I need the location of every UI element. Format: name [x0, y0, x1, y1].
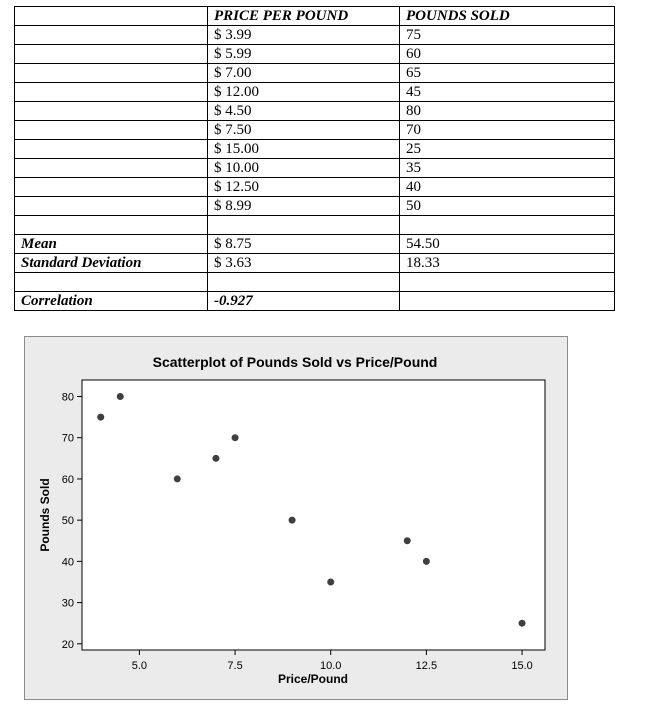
sd-row — [15, 254, 615, 273]
pounds-cell: 45 — [400, 83, 615, 102]
mean-label: Mean — [15, 235, 208, 254]
mean-pounds: 54.50 — [400, 235, 615, 254]
table-row — [15, 121, 615, 140]
x-axis-ticks — [132, 650, 533, 672]
price-cell: $ 15.00 — [208, 140, 400, 159]
plot-area — [82, 380, 545, 650]
scatter-point — [327, 578, 334, 585]
sd-price: $ 3.63 — [208, 254, 400, 273]
price-cell: $ 5.99 — [208, 45, 400, 64]
scatter-point — [519, 620, 526, 627]
y-axis-ticks — [62, 391, 82, 650]
pounds-cell: 35 — [400, 159, 615, 178]
pounds-cell: 75 — [400, 26, 615, 45]
y-tick-label: 30 — [61, 597, 74, 610]
scatter-point — [289, 517, 296, 524]
table-row — [15, 140, 615, 159]
row-label — [15, 140, 208, 159]
table-row — [15, 83, 615, 102]
y-tick-label: 20 — [61, 638, 74, 651]
table-row — [15, 64, 615, 83]
x-tick-label: 10.0 — [320, 660, 342, 672]
pounds-cell: 40 — [400, 178, 615, 197]
sd-label: Standard Deviation — [15, 254, 208, 273]
row-label — [15, 121, 208, 140]
header-price-per-pound: PRICE PER POUND — [208, 7, 400, 26]
price-cell: $ 12.00 — [208, 83, 400, 102]
y-tick-label: 50 — [61, 515, 74, 528]
chart-title: Scatterplot of Pounds Sold vs Price/Pound — [152, 354, 438, 370]
scatter-point — [423, 558, 430, 565]
y-tick-label: 40 — [61, 556, 74, 569]
scatter-point — [174, 475, 181, 482]
mean-row — [15, 235, 615, 254]
row-label — [15, 64, 208, 83]
header-pounds-sold: POUNDS SOLD — [400, 7, 615, 26]
pounds-cell: 50 — [400, 197, 615, 216]
pounds-cell: 65 — [400, 64, 615, 83]
price-cell: $ 7.00 — [208, 64, 400, 83]
x-tick-label: 12.5 — [415, 660, 438, 672]
row-label — [15, 197, 208, 216]
y-tick-label: 70 — [61, 432, 74, 445]
table-row — [15, 102, 615, 121]
mean-price: $ 8.75 — [208, 235, 400, 254]
scatterplot-chart — [24, 336, 568, 700]
blank-row — [15, 216, 615, 235]
table-row — [15, 178, 615, 197]
x-tick-label: 15.0 — [511, 660, 533, 672]
row-label — [15, 102, 208, 121]
header-empty — [15, 7, 208, 26]
blank-row — [15, 273, 615, 292]
row-label — [15, 178, 208, 197]
scatter-point — [117, 393, 124, 400]
correlation-label: Correlation — [15, 292, 208, 311]
scatter-point — [404, 537, 411, 544]
table-header-row — [15, 7, 615, 26]
table-row — [15, 26, 615, 45]
pounds-cell: 80 — [400, 102, 615, 121]
x-tick-label: 7.5 — [227, 660, 243, 672]
pounds-cell: 70 — [400, 121, 615, 140]
y-tick-label: 80 — [61, 391, 74, 404]
scatter-point — [97, 414, 104, 421]
sd-pounds: 18.33 — [400, 254, 615, 273]
price-cell: $ 7.50 — [208, 121, 400, 140]
y-axis-label: Pounds Sold — [38, 478, 52, 552]
row-label — [15, 26, 208, 45]
row-label — [15, 45, 208, 64]
scatter-point — [212, 455, 219, 462]
price-cell: $ 10.00 — [208, 159, 400, 178]
x-axis-label: Price/Pound — [277, 672, 349, 686]
row-label — [15, 159, 208, 178]
table-row — [15, 197, 615, 216]
price-cell: $ 4.50 — [208, 102, 400, 121]
pounds-cell: 60 — [400, 45, 615, 64]
price-cell: $ 3.99 — [208, 26, 400, 45]
correlation-value: -0.927 — [208, 292, 400, 311]
row-label — [15, 83, 208, 102]
table-row — [15, 45, 615, 64]
scatterplot-svg — [25, 337, 569, 701]
price-cell: $ 8.99 — [208, 197, 400, 216]
y-tick-label: 60 — [61, 473, 74, 486]
scatter-point — [232, 434, 239, 441]
x-tick-label: 5.0 — [131, 660, 148, 672]
table-row — [15, 159, 615, 178]
correlation-row — [15, 292, 615, 311]
data-table — [14, 6, 615, 311]
price-cell: $ 12.50 — [208, 178, 400, 197]
pounds-cell: 25 — [400, 140, 615, 159]
